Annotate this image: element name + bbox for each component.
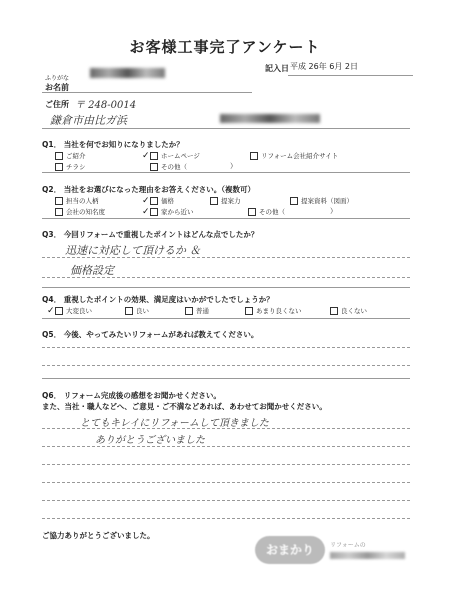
name-underline xyxy=(42,92,252,93)
q5-divider xyxy=(42,378,410,379)
q2-option-reputation[interactable]: 会社の知名度 xyxy=(55,207,105,216)
q6-answer-line-3 xyxy=(42,464,410,465)
checkbox[interactable] xyxy=(150,163,158,171)
q1-heading: Q1． 当社を何でお知りになりましたか？ xyxy=(42,140,184,149)
q6-answer-line-2 xyxy=(42,446,410,447)
q6-answer-line-4 xyxy=(42,482,410,483)
q5-answer-line-1 xyxy=(42,347,410,348)
q4-option-not-good[interactable]: あまり良くない xyxy=(245,306,302,315)
checkbox[interactable] xyxy=(55,163,63,171)
q6-answer-line-5 xyxy=(42,500,410,501)
q4-divider xyxy=(42,318,410,319)
checkbox[interactable] xyxy=(185,307,193,315)
address-handwritten: 鎌倉市由比ガ浜 xyxy=(50,114,127,127)
checkbox[interactable] xyxy=(125,307,133,315)
q1-other-close: ） xyxy=(230,162,237,170)
q2-divider xyxy=(42,218,410,219)
checkbox[interactable] xyxy=(250,152,258,160)
q4-option-good[interactable]: 良い xyxy=(125,306,149,315)
q1-option-referral[interactable]: ご紹介 xyxy=(55,151,86,160)
date-underline xyxy=(288,75,413,76)
checkbox-checked[interactable] xyxy=(150,197,158,205)
q1-divider xyxy=(42,172,410,173)
page-title: お客様工事完了アンケート xyxy=(129,38,321,56)
q6-heading: Q6． リフォーム完成後の感想をお聞かせください。 xyxy=(42,391,221,400)
q4-heading: Q4． 重視したポイントの効果、満足度はいかがでしたでしょうか？ xyxy=(42,295,274,304)
q5-heading: Q5． 今後、やってみたいリフォームがあれば教えてください。 xyxy=(42,330,259,339)
q6-subheading: また、当社・職人などへ、ご意見・ご不満などあれば、あわせてお聞かせください。 xyxy=(42,402,327,411)
q4-option-bad[interactable]: 良くない xyxy=(330,306,367,315)
q1-option-other[interactable]: その他（ xyxy=(150,162,187,171)
q2-option-materials[interactable]: 提案資料（図面） xyxy=(290,196,353,205)
checkbox-checked[interactable] xyxy=(55,307,63,315)
q2-other-close: ） xyxy=(330,207,337,215)
name-redacted xyxy=(90,68,165,78)
q2-option-proposal[interactable]: 提案力 xyxy=(210,196,241,205)
checkbox[interactable] xyxy=(245,307,253,315)
q1-option-homepage[interactable]: ✓ ホームページ xyxy=(150,151,200,160)
q6-answer-line2: ありがとうございました xyxy=(95,435,205,446)
checkbox[interactable] xyxy=(55,152,63,160)
q4-option-very-good[interactable]: ✓大変良い xyxy=(55,306,92,315)
q2-option-nearby[interactable]: ✓ 家から近い xyxy=(150,207,194,216)
q6-answer-line-1 xyxy=(42,428,410,429)
q3-divider xyxy=(42,287,410,288)
thanks-text: ご協力ありがとうございました。 xyxy=(42,531,155,540)
q2-heading: Q2． 当社をお選びになった理由をお答えください。（複数可） xyxy=(42,185,255,194)
logo-subtext: リフォームの xyxy=(330,542,366,549)
name-label: お名前 xyxy=(45,83,69,92)
q3-answer-line2: 価格設定 xyxy=(70,264,114,277)
q5-answer-line-2 xyxy=(42,365,410,366)
q4-option-average[interactable]: 普通 xyxy=(185,306,209,315)
q2-option-other[interactable]: その他（ xyxy=(248,207,285,216)
company-logo: おまかり xyxy=(255,536,325,564)
checkbox-checked[interactable] xyxy=(150,152,158,160)
checkbox[interactable] xyxy=(290,197,298,205)
address-redacted xyxy=(220,114,320,123)
entry-date-value: 平成 26年 6月 2日 xyxy=(290,62,358,71)
q3-heading: Q3． 今回リフォームで重視したポイントはどんな点でしたか？ xyxy=(42,230,259,239)
entry-date-label: 記入日 xyxy=(265,64,289,73)
logo-tagline-blurred xyxy=(330,552,405,559)
q3-answer-line1: 迅速に対応して頂けるか ＆ xyxy=(65,244,201,257)
q6-answer-line-6 xyxy=(42,518,410,519)
address-label: ご住所 xyxy=(45,100,69,109)
checkbox[interactable] xyxy=(248,208,256,216)
checkbox[interactable] xyxy=(55,197,63,205)
checkbox[interactable] xyxy=(55,208,63,216)
q3-answer-line-2 xyxy=(42,277,410,278)
checkbox[interactable] xyxy=(210,197,218,205)
address-underline xyxy=(42,128,410,129)
q1-option-referral-site[interactable]: リフォーム会社紹介サイト xyxy=(250,151,338,160)
q3-answer-line-1 xyxy=(42,257,410,258)
postal-code: 〒 248-0014 xyxy=(75,100,137,111)
checkbox-checked[interactable] xyxy=(150,208,158,216)
q2-option-price[interactable]: ✓ 価格 xyxy=(150,196,174,205)
q2-option-staff[interactable]: 担当の人柄 xyxy=(55,196,99,205)
q1-option-flyer[interactable]: チラシ xyxy=(55,162,86,171)
furigana-label: ふりがな xyxy=(45,75,70,82)
checkbox[interactable] xyxy=(330,307,338,315)
q6-answer-line1: とてもキレイにリフォームして頂きました xyxy=(80,418,269,429)
